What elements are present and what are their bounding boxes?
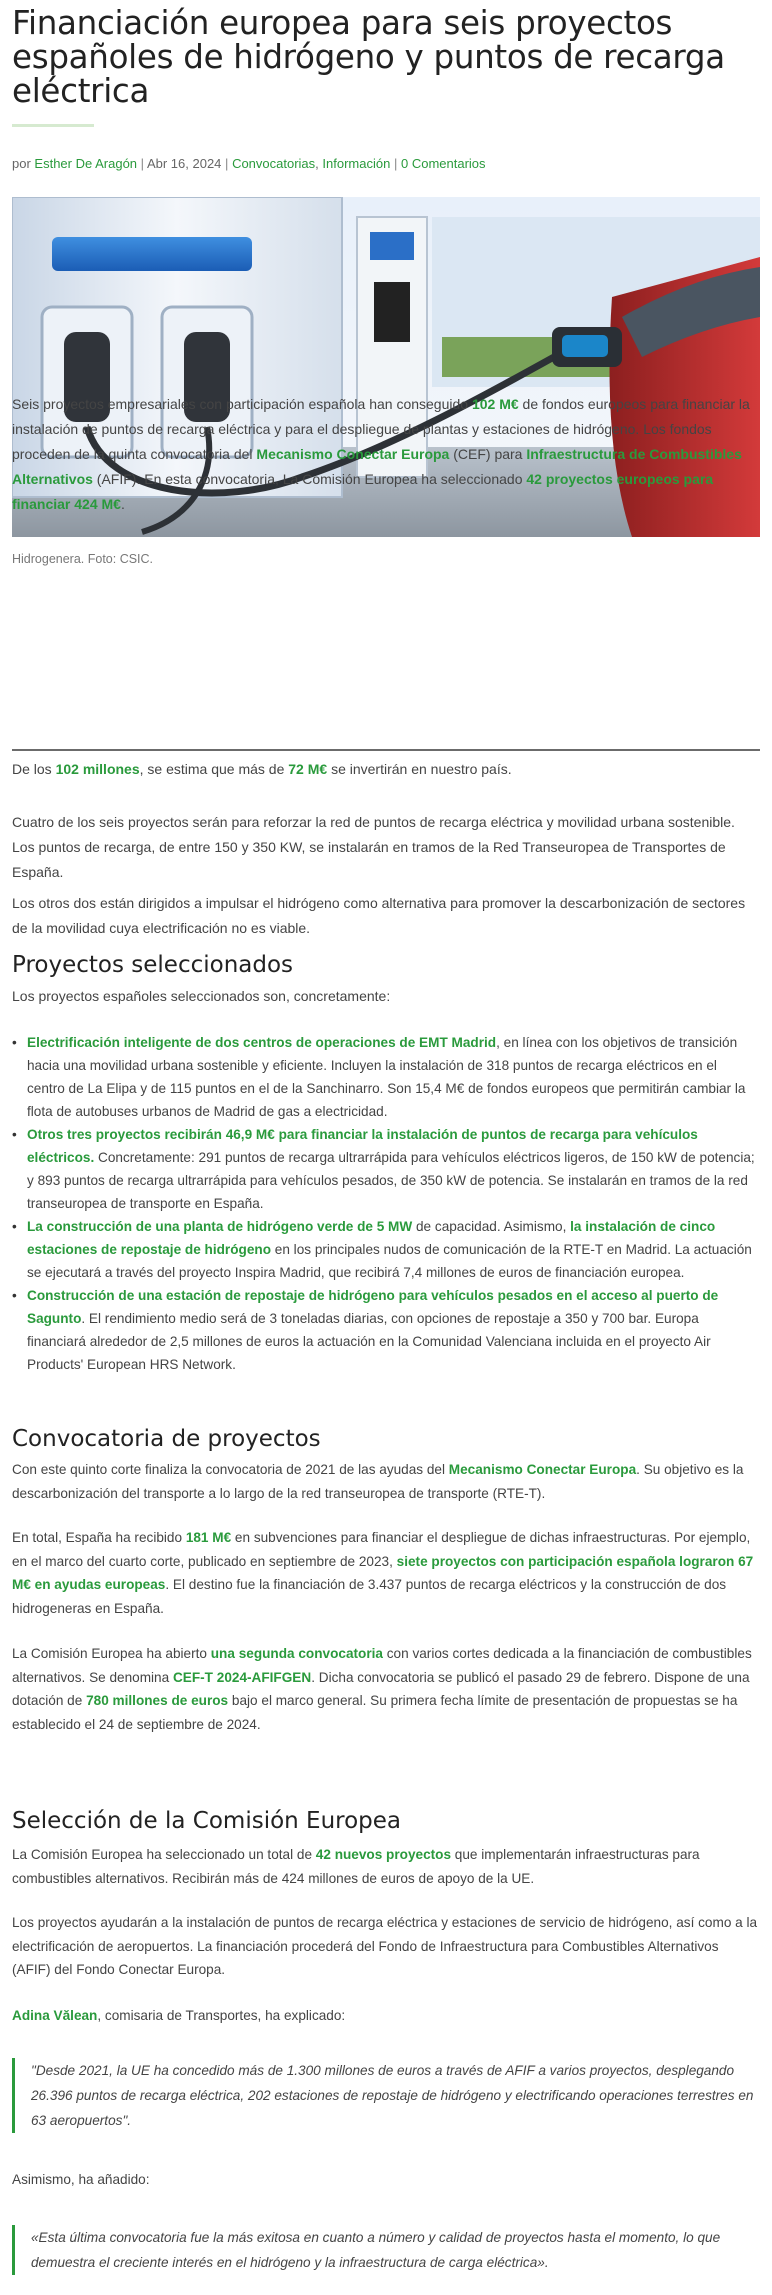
- highlight-102-millones: 102 millones: [55, 761, 140, 777]
- text-run: bajo el marco general. Su primera fecha límite de presentación de propuestas se ha establecido el 24 de septiembre de 2024.: [12, 1693, 738, 1732]
- image-caption: Hidrogenera. Foto: CSIC.: [12, 552, 154, 566]
- author-link[interactable]: Esther De Aragón: [34, 156, 138, 171]
- projects-list: [12, 1031, 758, 1376]
- section-heading-proyectos: Proyectos seleccionados: [12, 952, 294, 978]
- text-run: se invertirán en nuestro país.: [327, 761, 512, 777]
- text-run: . El destino fue la financiación de 3.437 puntos de recarga eléctricos y la construcción de dos hidrogeneras en España.: [12, 1577, 727, 1616]
- text-run: Seis proyectos empresariales con participación española han conseguido: [12, 396, 472, 412]
- article-title: Financiación europea para seis proyectos españoles de hidrógeno y puntos de recarga eléctrica: [12, 4, 725, 110]
- text-run: (CEF) para: [449, 446, 527, 462]
- meta-separator: |: [225, 156, 229, 171]
- highlight-181m: 181 M€: [185, 1530, 232, 1545]
- text-run: En total, España ha recibido: [12, 1530, 186, 1545]
- highlight-42-nuevos-proyectos: 42 nuevos proyectos: [315, 1847, 452, 1862]
- highlight-72m: 72 M€: [288, 761, 328, 777]
- section3-paragraph-3: [12, 2004, 758, 2028]
- highlight-42-proyectos: 42 proyectos europeos para financiar 424 M€: [12, 471, 714, 512]
- bullet-highlight: Construcción de una estación de repostaje de hidrógeno para vehículos pesados en el acceso al puerto de Sagunto: [27, 1288, 719, 1326]
- highlight-mecanismo-conectar-europa: Mecanismo Conectar Europa: [256, 446, 450, 462]
- text-run: (AFIF). En esta convocatoria, La Comisión Europea ha seleccionado: [92, 471, 527, 487]
- highlight-780-millones: 780 millones de euros: [86, 1693, 229, 1708]
- text-run: con varios cortes dedicada a la financiación de combustibles alternativos. Se denomina: [12, 1646, 752, 1685]
- list-item: [12, 1215, 758, 1284]
- text-run: De los: [12, 761, 56, 777]
- text-run: que implementarán infraestructuras para combustibles alternativos. Recibirán más de 424 millones de euros de apoyo de la UE.: [12, 1847, 700, 1886]
- text-run: en los principales nudos de comunicación de la RTE-T en Madrid. La actuación se ejecutará a través del proyecto Inspira Madrid, que recibirá 7,4 millones de euros de financiación europea.: [27, 1242, 752, 1280]
- text-run: en subvenciones para financiar el despliegue de dichas infraestructuras. Por ejemplo, en el marco del cuarto corte, publicado en septiembre de 2023,: [12, 1530, 751, 1569]
- highlight-segunda-convocatoria: una segunda convocatoria: [210, 1646, 383, 1661]
- bullet-highlight: Otros tres proyectos recibirán 46,9 M€ para financiar la instalación de puntos de recarga para vehículos eléctricos.: [27, 1127, 698, 1165]
- intro-paragraph-4: Los otros dos están dirigidos a impulsar el hidrógeno como alternativa para promover la descarbonización de sectores de la movilidad cuya electrificación no es viable.: [12, 895, 746, 936]
- section-heading-seleccion: Selección de la Comisión Europea: [12, 1808, 402, 1834]
- intro-paragraph-1: [12, 392, 758, 517]
- text-run: La Comisión Europea ha seleccionado un total de: [12, 1847, 316, 1862]
- post-meta: [12, 156, 486, 171]
- section3-paragraph-1: [12, 1843, 758, 1890]
- text-run: . Su objetivo es la descarbonización del transporte a lo largo de la red transeuropea de transporte (RTE-T).: [12, 1462, 744, 1501]
- section2-paragraph-3: [12, 1642, 758, 1736]
- horizontal-rule: [12, 749, 760, 751]
- text-run: . El rendimiento medio será de 3 toneladas diarias, con opciones de repostaje a 350 y 700 bar. Europa financiará alrededor de 2,5 millones de euros la actuación en la Comunidad Valenciana incluida en el proyecto Air Products' European HRS Network.: [27, 1311, 711, 1372]
- section-heading-convocatoria: Convocatoria de proyectos: [12, 1426, 321, 1452]
- bullet-highlight: la instalación de cinco estaciones de repostaje de hidrógeno: [27, 1219, 716, 1257]
- text-run: Con este quinto corte finaliza la convocatoria de 2021 de las ayudas del: [12, 1462, 449, 1477]
- meta-separator: |: [393, 156, 398, 171]
- text-run: de capacidad. Asimismo,: [412, 1219, 571, 1234]
- post-date: Abr 16, 2024: [146, 156, 222, 171]
- text-run: , se estima que más de: [139, 761, 289, 777]
- section2-paragraph-2: [12, 1526, 758, 1620]
- meta-by: por: [12, 156, 31, 171]
- comments-link[interactable]: 0 Comentarios: [400, 156, 486, 171]
- section3-paragraph-2: Los proyectos ayudarán a la instalación de puntos de recarga eléctrica y estaciones de servicio de hidrógeno, así como a la electrificación de aeropuertos. La financiación procederá del Fondo de Infraestructura para Combustibles Alternativos (AFIF) del Fondo Conectar Europa.: [12, 1915, 758, 1977]
- list-item: [12, 1031, 758, 1123]
- highlight-siete-proyectos: siete proyectos con participación española lograron 67 M€ en ayudas europeas: [12, 1553, 754, 1592]
- text-run: , en línea con los objetivos de transición hacia una movilidad urbana sostenible y eficiente. Incluyen la instalación de 318 puntos de recarga eléctricos en el centro de La Elipa y de 115 puntos en el de la Sanchinarro. Son 15,4 M€ de fondos europeos que permitirán cambiar la flota de autobuses urbanos de Madrid de gas a electricidad.: [27, 1035, 746, 1119]
- meta-separator: |: [140, 156, 145, 171]
- quote-block-1: "Desde 2021, la UE ha concedido más de 1.300 millones de euros a través de AFIF a varios proyectos, desplegando 26.396 puntos de recarga eléctrica, 202 estaciones de repostaje de hidrógeno y electrificando operaciones terrestres en 63 aeropuertos".: [12, 2058, 760, 2133]
- bullet-highlight: La construcción de una planta de hidrógeno verde de 5 MW: [27, 1219, 413, 1234]
- highlight-adina-valean: Adina Vălean: [12, 2008, 98, 2023]
- quote-block-2: «Esta última convocatoria fue la más exitosa en cuanto a número y calidad de proyectos hasta el momento, lo que demuestra el creciente interés en el hidrógeno y la infraestructura de carga eléctrica».: [12, 2225, 760, 2275]
- bullet-highlight: Electrificación inteligente de dos centros de operaciones de EMT Madrid: [27, 1035, 497, 1050]
- text-run: de fondos europeos para financiar la instalación de puntos de recarga eléctrica y para el despliegue de plantas y estaciones de hidrógeno. Los fondos proceden de la quinta convocatoria del: [12, 396, 750, 462]
- section1-lead: Los proyectos españoles seleccionados son, concretamente:: [12, 988, 391, 1004]
- meta-comma: ,: [315, 156, 319, 171]
- highlight-cef-t-2024: CEF-T 2024-AFIFGEN: [172, 1669, 312, 1685]
- text-run: La Comisión Europea ha abierto: [12, 1646, 211, 1661]
- section2-paragraph-1: [12, 1458, 758, 1505]
- text-run: . Dicha convocatoria se publicó el pasado 29 de febrero. Dispone de una dotación de: [12, 1669, 750, 1708]
- intro-paragraph-3: Cuatro de los seis proyectos serán para reforzar la red de puntos de recarga eléctrica y movilidad urbana sostenible. Los puntos de recarga, de entre 150 y 350 KW, se instalarán en tramos de la Red Transeuropea de Transportes de España.: [12, 814, 735, 880]
- category-link-informacion[interactable]: Información: [322, 156, 391, 171]
- list-item: [12, 1284, 758, 1376]
- text-run: Concretamente: 291 puntos de recarga ultrarrápida para vehículos eléctricos ligeros, de 150 kW de potencia; y 893 puntos de recarga ultrarrápida para vehículos pesados, de 350 kW de potencia. Se instalarán en tramos de la red transeuropea de transporte en España.: [27, 1150, 755, 1211]
- intro-paragraph-2: [12, 757, 758, 782]
- text-run: .: [120, 496, 125, 512]
- highlight-mecanismo-conectar-europa: Mecanismo Conectar Europa: [448, 1462, 637, 1477]
- highlight-102m: 102 M€: [471, 396, 519, 412]
- text-run: , comisaria de Transportes, ha explicado:: [97, 2008, 346, 2023]
- list-item: [12, 1123, 758, 1215]
- section3-paragraph-4: Asimismo, ha añadido:: [12, 2172, 150, 2187]
- highlight-infraestructura-combustibles: Infraestructura de Combustibles Alternativos: [12, 446, 742, 487]
- category-link-convocatorias[interactable]: Convocatorias: [232, 156, 316, 171]
- title-underline: [12, 124, 94, 127]
